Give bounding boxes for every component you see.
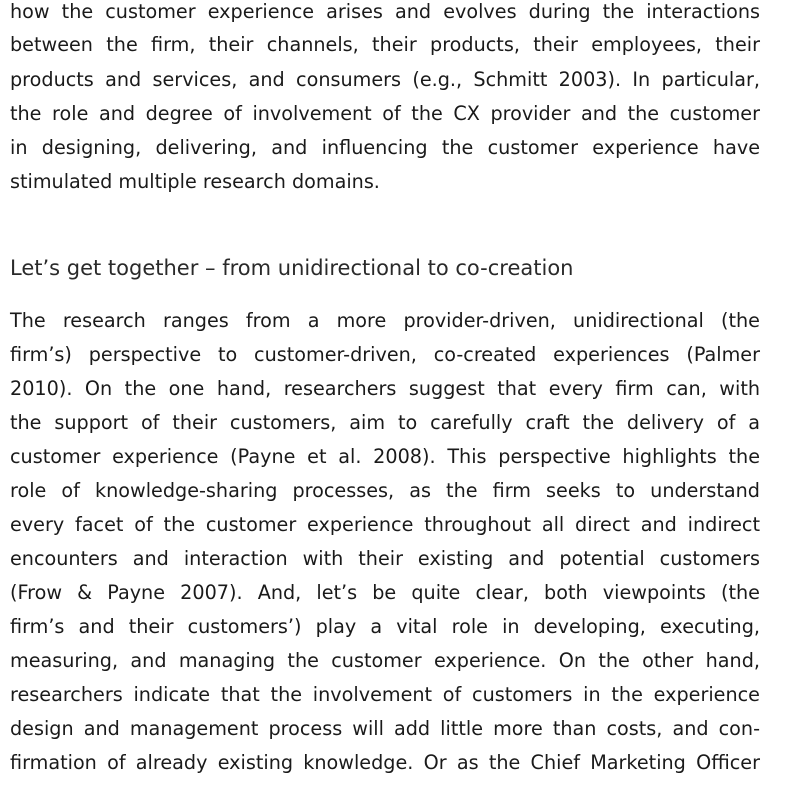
paragraph-1-line: products and services, and consumers (e.g., Schmitt 2003). In particular, [10,68,760,91]
page-bottom-edge [0,788,800,800]
paragraph-2-line: researchers indicate that the involvement of customers in the experience [10,683,760,706]
paragraph-1-line: in designing, delivering, and influencing the customer experience have [10,136,760,159]
paragraph-2-line: 2010). On the one hand, researchers suggest that every firm can, with [10,377,760,400]
paragraph-2-line: firm’s) perspective to customer-driven, co-created experiences (Palmer [10,343,760,366]
paragraph-1-line: between the firm, their channels, their products, their employees, their [10,33,760,56]
paragraph-2-line: every facet of the customer experience throughout all direct and indirect [10,513,760,536]
paragraph-2-line: The research ranges from a more provider-driven, unidirectional (the [10,309,760,332]
paragraph-2-line: firmation of already existing knowledge. Or as the Chief Marketing Officer [10,751,760,774]
paragraph-1-line: stimulated multiple research domains. [10,170,380,193]
paragraph-2-line: role of knowledge-sharing processes, as the firm seeks to understand [10,479,760,502]
paragraph-2-line: customer experience (Payne et al. 2008). This perspective highlights the [10,445,760,468]
paragraph-2-line: firm’s and their customers’) play a vital role in developing, executing, [10,615,760,638]
paragraph-1-line: the role and degree of involvement of the CX provider and the customer [10,102,760,125]
section-heading: Let’s get together – from unidirectional to co-creation [10,256,574,280]
paragraph-2-line: encounters and interaction with their existing and potential customers [10,547,760,570]
paragraph-2-line: (Frow & Payne 2007). And, let’s be quite clear, both viewpoints (the [10,581,760,604]
paragraph-2-line: measuring, and managing the customer experience. On the other hand, [10,649,760,672]
paragraph-2-line: the support of their customers, aim to carefully craft the delivery of a [10,411,760,434]
paragraph-2-line: design and management process will add little more than costs, and con- [10,717,760,740]
paragraph-1-line: how the customer experience arises and evolves during the interactions [10,0,760,23]
